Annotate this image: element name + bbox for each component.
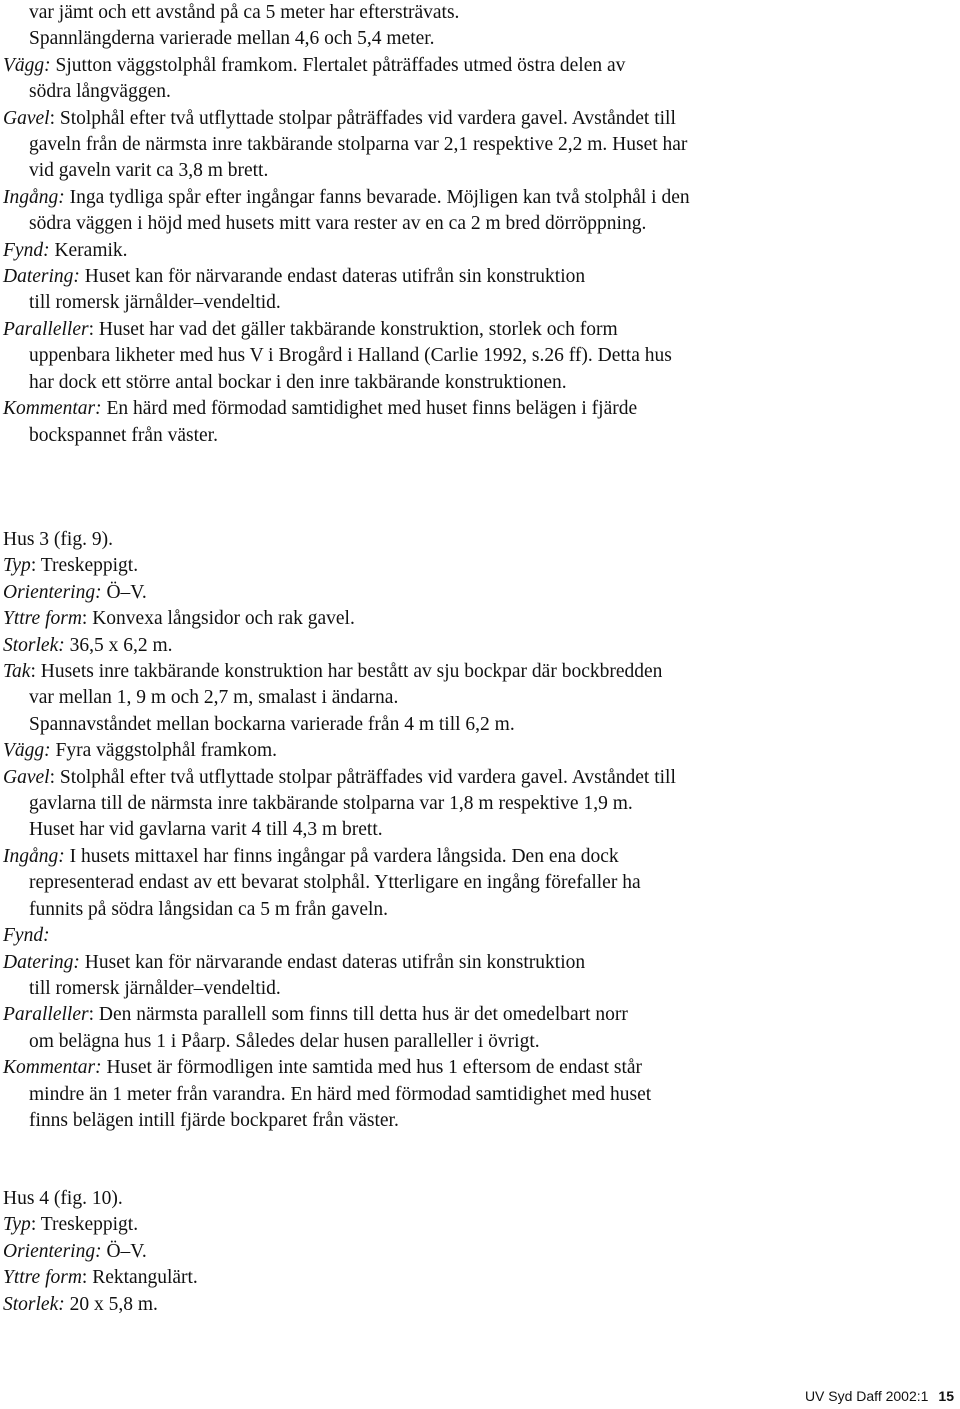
entry-ingang: Ingång: I husets mittaxel har finns ingångar på vardera långsida. Den ena dock representerad endast av ett bevarat stolphål. Ytterligare en ingång förefaller ha funnits på södra långsidan ca 5 m från gaveln. <box>3 845 641 920</box>
hus-2-continuation <box>3 0 943 449</box>
label-datering: Datering: <box>3 266 80 288</box>
entry-vagg: Vägg: Sjutton väggstolphål framkom. Flertalet påträffades utmed östra delen av södra långväggen. <box>3 54 626 103</box>
label-kommentar: Kommentar: <box>3 398 102 420</box>
entry-storlek: Storlek: 36,5 x 6,2 m. <box>3 634 173 656</box>
section-heading: Hus 3 (fig. 9). <box>3 529 113 550</box>
entry-kommentar: Kommentar: En härd med förmodad samtidighet med huset finns belägen i fjärde bockspannet från väster. <box>3 398 638 446</box>
entry-orientering: Orientering: Ö–V. <box>3 581 147 603</box>
entry-typ: Typ: Treskeppigt. <box>3 555 139 577</box>
entry-gavel: Gavel: Stolphål efter två utflyttade stolpar påträffades vid vardera gavel. Avståndet till gaveln från de närmsta inre takbärande stolparna var 2,1 respektive 2,2 m. Huset har vid gaveln varit ca 3,8 m brett. <box>3 107 688 182</box>
entry-kommentar: Kommentar: Huset är förmodligen inte samtida med hus 1 eftersom de endast står mindre än 1 meter från varandra. En härd med förmodad samtidighet med huset finns belägen intill fjärde bockparet från väster. <box>3 1057 652 1131</box>
entry-typ: Typ: Treskeppigt. <box>3 1214 139 1236</box>
hus-3-section <box>3 527 943 1134</box>
entry-paralleller: Paralleller: Huset har vad det gäller takbärande konstruktion, storlek och form uppenbara likheter med hus V i Brogård i Halland (Carlie 1992, s.26 ff). Detta hus har dock ett större antal bockar i den inre takbärande konstruktionen. <box>3 318 672 393</box>
label-gavel: Gavel <box>3 107 50 129</box>
text-line: var jämt och ett avstånd på ca 5 meter har eftersträvats. <box>29 2 460 23</box>
entry-paralleller: Paralleller: Den närmsta parallell som finns till detta hus är det omedelbart norr om belägna hus 1 i Påarp. Således delar husen paralleller i övrigt. <box>3 1004 628 1052</box>
entry-yttre-form: Yttre form: Rektangulärt. <box>3 1267 198 1289</box>
entry-storlek: Storlek: 20 x 5,8 m. <box>3 1293 158 1315</box>
entry-gavel: Gavel: Stolphål efter två utflyttade stolpar påträffades vid vardera gavel. Avståndet till gavlarna till de närmsta inre takbärande stolparna var 1,8 m respektive 1,9 m. Huset har vid gavlarna varit 4 till 4,3 m brett. <box>3 766 676 841</box>
page-number: 15 <box>938 1388 954 1404</box>
entry-tak: Tak: Husets inre takbärande konstruktion har bestått av sju bockpar där bockbredden var mellan 1, 9 m och 2,7 m, smalast i ändarna. <box>3 661 663 709</box>
page-footer <box>805 1387 954 1405</box>
label-ingang: Ingång: <box>3 186 65 208</box>
section-heading: Hus 4 (fig. 10). <box>3 1188 123 1209</box>
label-fynd: Fynd: <box>3 239 50 261</box>
label-vagg: Vägg: <box>3 54 51 76</box>
entry-ingang: Ingång: Inga tydliga spår efter ingångar fanns bevarade. Möjligen kan två stolphål i den södra väggen i höjd med husets mitt vara rester av en ca 2 m bred dörröppning. <box>3 186 690 235</box>
label-paralleller: Paralleller <box>3 318 89 340</box>
entry-tak-continuation: Spannavståndet mellan bockarna varierade från 4 m till 6,2 m. <box>29 713 515 735</box>
entry-yttre-form: Yttre form: Konvexa långsidor och rak gavel. <box>3 608 355 630</box>
entry-vagg: Vägg: Fyra väggstolphål framkom. <box>3 740 278 762</box>
entry-fynd: Fynd: Keramik. <box>3 239 128 261</box>
series-name: UV Syd Daff 2002:1 <box>804 1388 929 1404</box>
entry-orientering: Orientering: Ö–V. <box>3 1240 147 1262</box>
text-line: Spannlängderna varierade mellan 4,6 och 5,4 meter. <box>29 28 435 50</box>
hus-4-section <box>3 1186 943 1318</box>
entry-datering: Datering: Huset kan för närvarande endast dateras utifrån sin konstruktion till romersk järnålder–vendeltid. <box>3 266 586 314</box>
entry-datering: Datering: Huset kan för närvarande endast dateras utifrån sin konstruktion till romersk järnålder–vendeltid. <box>3 951 586 999</box>
entry-fynd: Fynd: <box>3 925 50 947</box>
